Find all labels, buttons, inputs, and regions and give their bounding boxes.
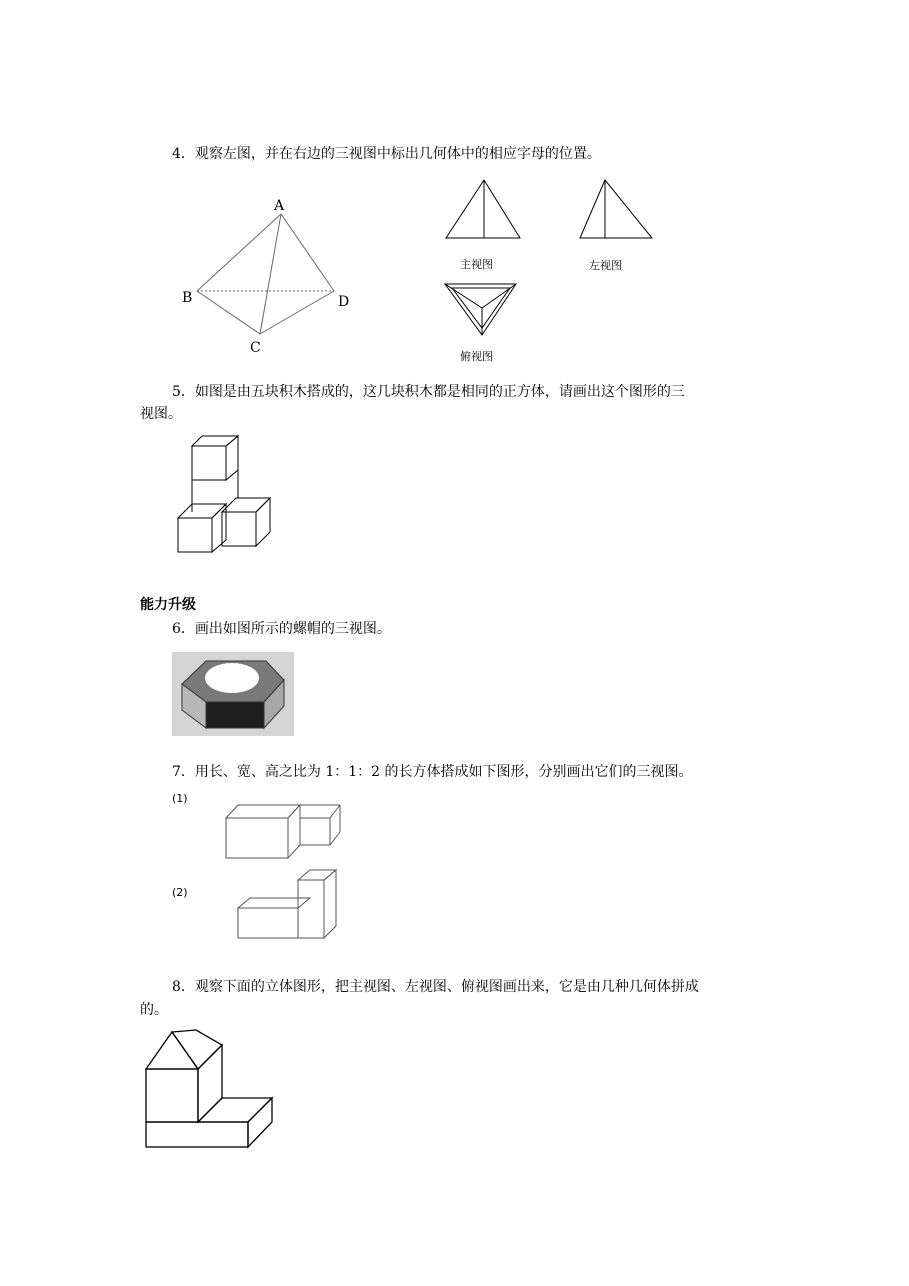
vertex-label-b: B [182, 290, 193, 306]
question-5-line1: 5．如图是由五块积木搭成的，这几块积木都是相同的正方体，请画出这个图形的三 [172, 384, 685, 400]
question-6-text: 6．画出如图所示的螺帽的三视图。 [172, 621, 391, 637]
front-view-label: 主视图 [460, 258, 493, 271]
top-view-label: 俯视图 [460, 350, 493, 363]
section-heading: 能力升级 [140, 597, 196, 613]
question-4-text: 4．观察左图，并在右边的三视图中标出几何体中的相应字母的位置。 [172, 146, 601, 162]
vertex-label-a: A [274, 198, 285, 214]
left-view-label: 左视图 [589, 259, 622, 272]
vertex-label-c: C [250, 340, 261, 356]
vertex-label-d: D [338, 294, 350, 310]
question-5-line2: 视图。 [140, 406, 182, 422]
question-8-line1: 8．观察下面的立体图形，把主视图、左视图、俯视图画出来，它是由几种几何体拼成 [172, 979, 699, 995]
figure-1-label: (1) [172, 792, 188, 805]
question-8-line2: 的。 [140, 1002, 168, 1018]
figure-2-label: (2) [172, 886, 188, 899]
question-7-text: 7．用长、宽、高之比为 1：1：2 的长方体搭成如下图形，分别画出它们的三视图。 [172, 764, 693, 780]
